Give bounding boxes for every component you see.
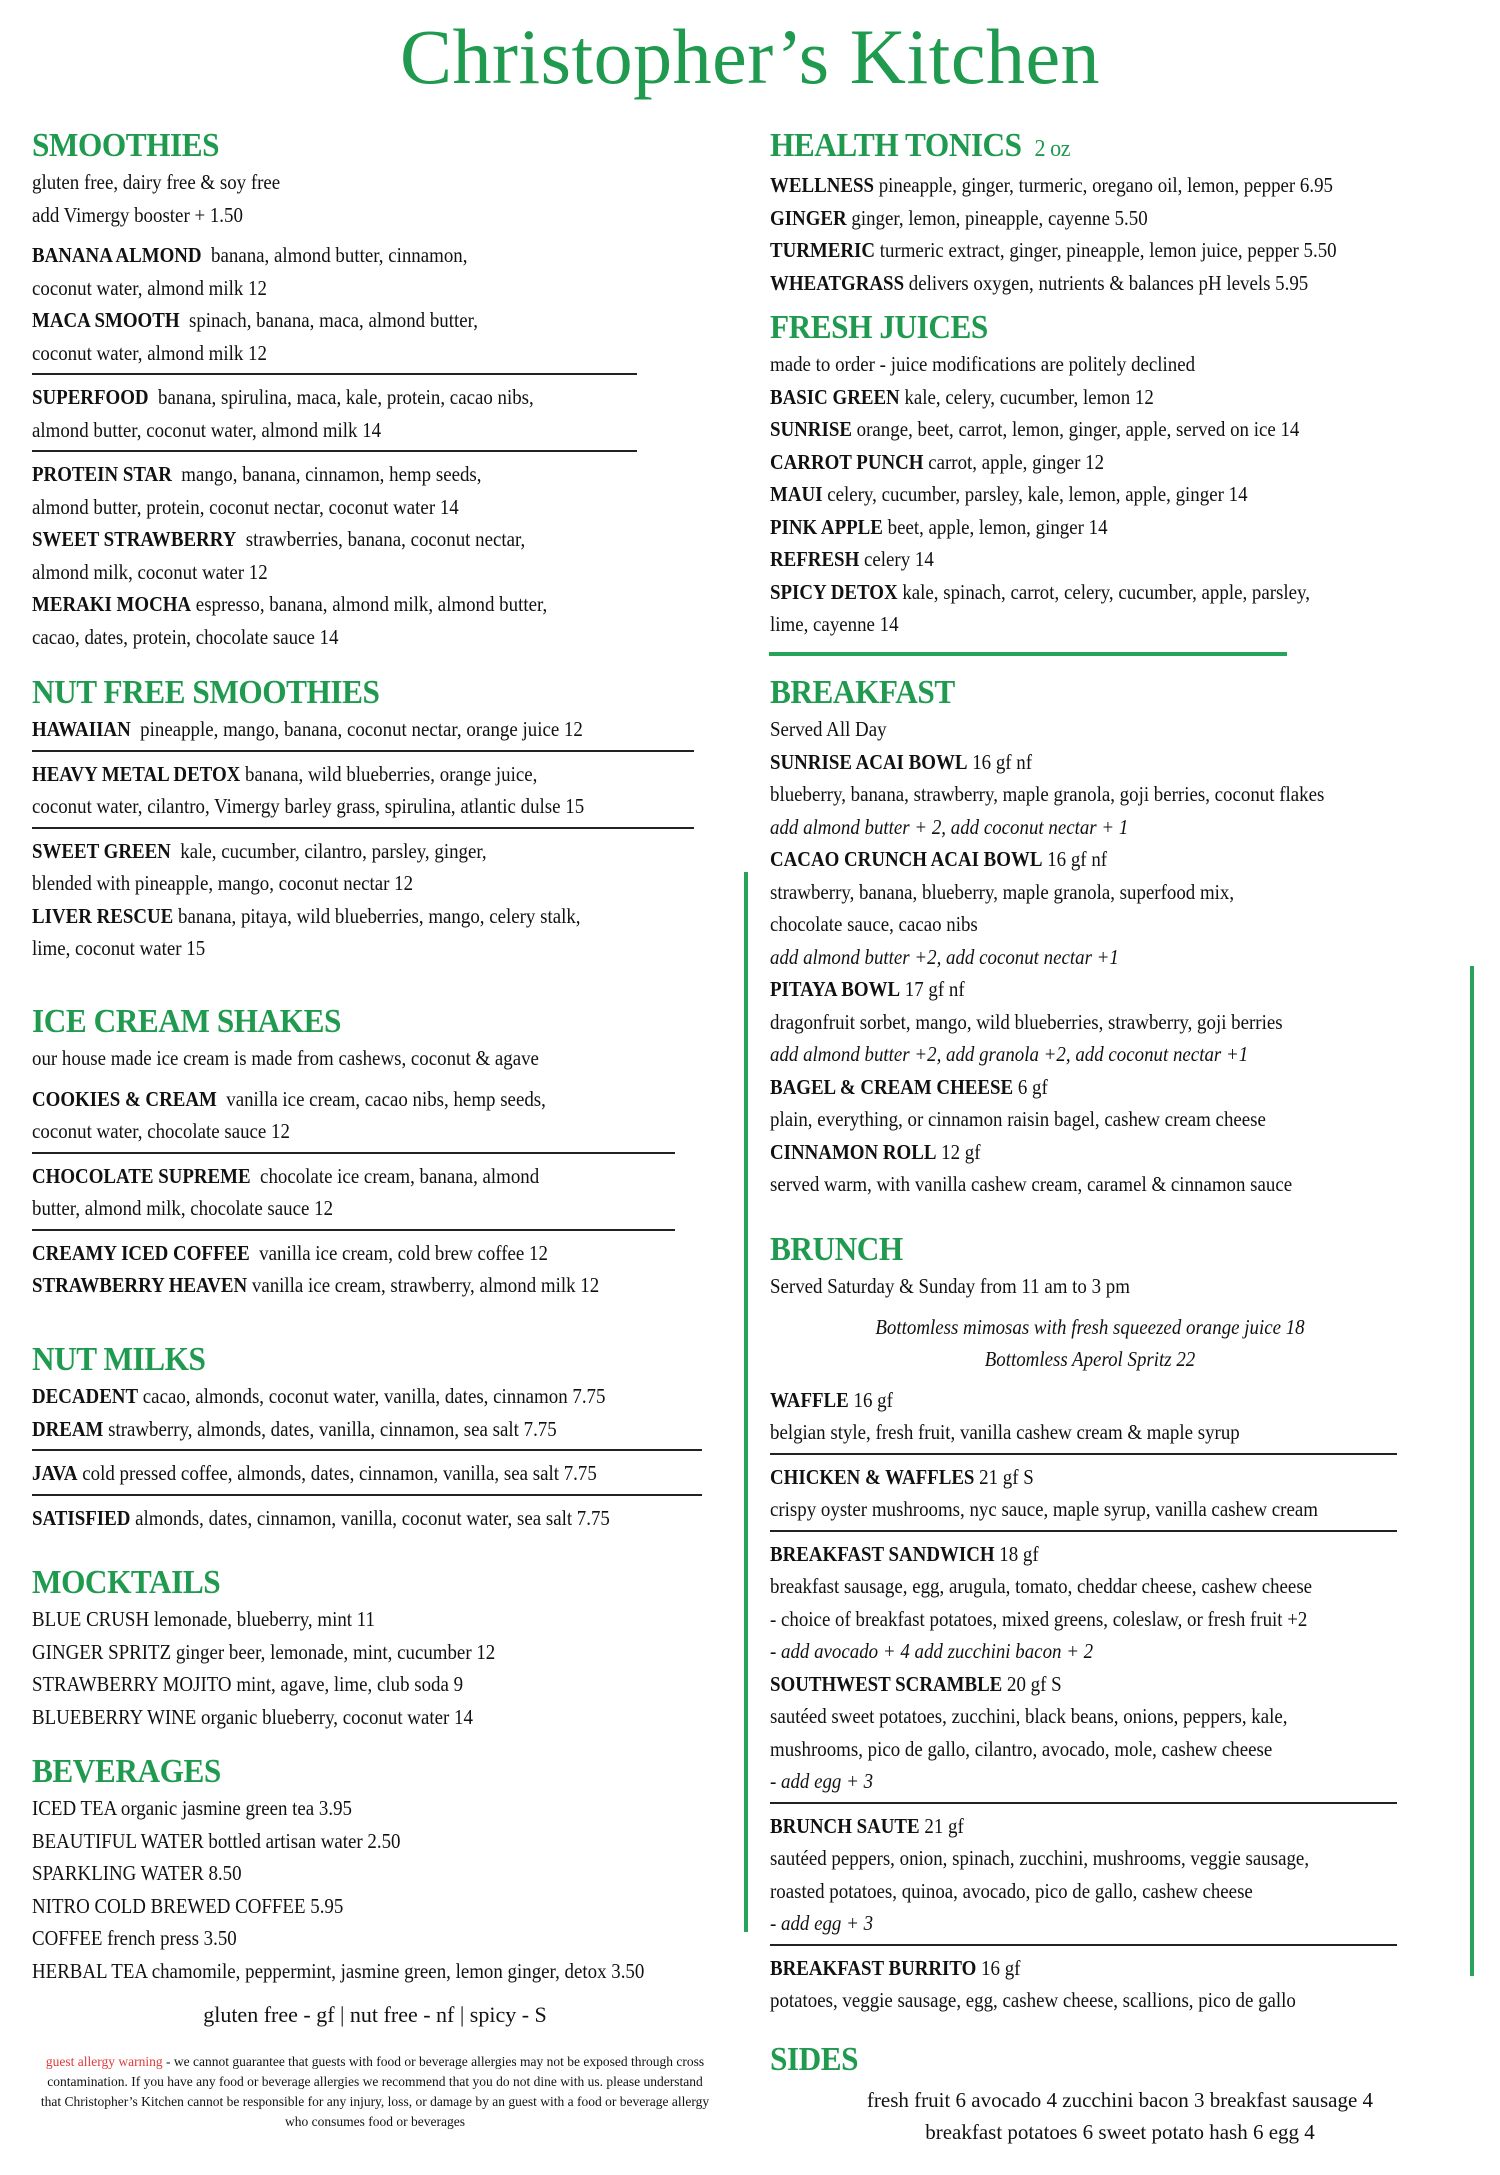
item-name: JAVA <box>32 1461 78 1485</box>
sides-row: breakfast potatoes 6 sweet potato hash 6 egg 4 <box>925 2120 1315 2144</box>
item-addon: - add egg + 3 <box>770 1769 874 1793</box>
divider <box>770 1453 1397 1455</box>
section-beverages <box>32 1752 732 1987</box>
item-desc: celery, cucumber, parsley, kale, lemon, apple, ginger 14 <box>827 482 1248 506</box>
menu-item <box>32 1457 662 1490</box>
menu-item <box>770 843 1470 973</box>
allergy-warning-text: - we cannot guarantee that guests with food or beverage allergies may not be exposed through cross contamination. If you have any food or beverage allergies we recommend that you do not dine with us. please understand that Christopher’s Kitchen cannot be responsible for any injury, loss, or damage by an guest with a food or beverage allergy who consumes food or beverages <box>40 2054 710 2129</box>
item-name: BAGEL & CREAM CHEESE <box>770 1074 1014 1099</box>
item-desc: kale, cucumber, cilantro, parsley, ginger, <box>180 838 487 863</box>
item-desc: butter, almond milk, chocolate sauce 12 <box>32 1196 334 1220</box>
item-name: PITAYA BOWL <box>770 977 901 1001</box>
menu-item <box>770 1136 1470 1201</box>
item-desc: coconut water, almond milk 12 <box>32 275 267 300</box>
item-name: SUPERFOOD <box>32 385 149 409</box>
restaurant-title: Christopher’s Kitchen <box>399 13 1101 100</box>
item-price: 16 gf nf <box>1047 847 1108 871</box>
item-desc: coconut water, cilantro, Vimergy barley grass, spirulina, atlantic dulse 15 <box>32 794 585 818</box>
item-name: SUNRISE <box>770 417 852 441</box>
section-note: Served All Day <box>770 717 887 741</box>
item-desc: banana, almond butter, cinnamon, <box>211 243 468 267</box>
item-desc: banana, wild blueberries, orange juice, <box>245 761 538 786</box>
item-name: BASIC GREEN <box>770 384 900 409</box>
menu-item <box>32 304 732 369</box>
item-name: SOUTHWEST SCRAMBLE <box>770 1671 1003 1696</box>
divider <box>32 1494 702 1496</box>
item-name: BLUE CRUSH <box>32 1607 150 1631</box>
section-note: gluten free, dairy free & soy free <box>32 170 281 194</box>
item-name: STRAWBERRY MOJITO <box>32 1672 232 1696</box>
item-price: 16 gf <box>853 1387 893 1412</box>
item-desc: bottled artisan water 2.50 <box>208 1828 401 1853</box>
item-price: 16 gf nf <box>972 749 1033 774</box>
section-smoothies <box>32 126 732 653</box>
menu-item <box>770 511 1400 544</box>
section-heading: BRUNCH <box>770 1231 903 1268</box>
section-mocktails <box>32 1563 732 1733</box>
item-name: DECADENT <box>32 1384 139 1408</box>
divider <box>32 827 694 829</box>
item-name: CARROT PUNCH <box>770 449 924 474</box>
item-desc: plain, everything, or cinnamon raisin bagel, cashew cream cheese <box>770 1107 1266 1131</box>
menu-item <box>770 973 1470 1071</box>
item-desc: espresso, banana, almond milk, almond butter, <box>195 592 548 616</box>
item-desc: cacao, dates, protein, chocolate sauce 14 <box>32 624 339 649</box>
menu-item <box>32 1083 732 1148</box>
menu-item <box>32 1922 662 1955</box>
item-desc: crispy oyster mushrooms, nyc sauce, maple syrup, vanilla cashew cream <box>770 1497 1318 1521</box>
item-price: 16 gf <box>981 1955 1021 1980</box>
item-desc: kale, spinach, carrot, celery, cucumber, apple, parsley, <box>902 579 1310 604</box>
menu-item <box>32 1857 662 1890</box>
section-heading: FRESH JUICES <box>770 309 988 346</box>
menu-item <box>32 1380 662 1413</box>
item-desc: almond butter, coconut water, almond milk 14 <box>32 417 382 442</box>
item-price: 18 gf <box>999 1541 1039 1566</box>
item-desc: lime, coconut water 15 <box>32 936 206 960</box>
item-desc: 5.95 <box>310 1893 344 1918</box>
item-name: PROTEIN STAR <box>32 462 172 486</box>
brunch-special: Bottomless Aperol Spritz 22 <box>984 1347 1196 1371</box>
item-desc: mango, banana, cinnamon, hemp seeds, <box>181 462 482 486</box>
item-addon: add almond butter +2, add coconut nectar +1 <box>770 944 1119 969</box>
item-name: GINGER SPRITZ <box>32 1639 172 1664</box>
sides-row: fresh fruit 6 avocado 4 zucchini bacon 3 breakfast sausage 4 <box>866 2088 1374 2112</box>
section-sides <box>770 2040 1470 2148</box>
item-desc: pineapple, ginger, turmeric, oregano oil, lemon, pepper 6.95 <box>878 173 1334 197</box>
item-desc: cacao, almonds, coconut water, vanilla, dates, cinnamon 7.75 <box>142 1384 606 1408</box>
item-desc: mushrooms, pico de gallo, cilantro, avocado, mole, cashew cheese <box>770 1736 1273 1761</box>
item-name: BRUNCH SAUTE <box>770 1813 920 1838</box>
item-desc: dragonfruit sorbet, mango, wild blueberries, strawberry, goji berries <box>770 1009 1283 1034</box>
section-heading: HEALTH TONICS <box>770 127 1022 164</box>
item-desc: pineapple, mango, banana, coconut nectar, orange juice 12 <box>140 717 583 741</box>
menu-item <box>32 1825 662 1858</box>
menu-item <box>770 381 1400 414</box>
allergy-warning <box>40 2052 710 2132</box>
divider <box>32 1229 675 1231</box>
item-desc: roasted potatoes, quinoa, avocado, pico de gallo, cashew cheese <box>770 1878 1253 1903</box>
item-desc: carrot, apple, ginger 12 <box>928 449 1105 474</box>
item-desc: organic jasmine green tea 3.95 <box>120 1796 353 1820</box>
item-desc: chamomile, peppermint, jasmine green, lemon ginger, detox 3.50 <box>151 1958 645 1983</box>
menu-item <box>770 267 1400 300</box>
item-name: SWEET GREEN <box>32 838 171 863</box>
item-desc: chocolate ice cream, banana, almond <box>260 1163 540 1188</box>
allergy-warning-label: guest allergy warning <box>45 2054 163 2069</box>
menu-item <box>770 169 1400 202</box>
menu-item <box>32 713 732 746</box>
item-desc: coconut water, chocolate sauce 12 <box>32 1119 290 1143</box>
item-price: 20 gf S <box>1007 1671 1062 1696</box>
brunch-special: Bottomless mimosas with fresh squeezed orange juice 18 <box>875 1314 1305 1339</box>
menu-item <box>32 1668 662 1701</box>
menu-item <box>32 1269 732 1302</box>
item-desc: turmeric extract, ginger, pineapple, lemon juice, pepper 5.50 <box>879 238 1337 262</box>
section-heading: SIDES <box>770 2041 859 2078</box>
item-name: BEAUTIFUL WATER <box>32 1828 204 1853</box>
item-name: CHICKEN & WAFFLES <box>770 1464 975 1489</box>
item-desc: mint, agave, lime, club soda 9 <box>236 1672 464 1696</box>
green-vertical-divider-right <box>1470 966 1474 1976</box>
menu-item <box>32 1701 662 1734</box>
item-price: 21 gf S <box>979 1464 1034 1489</box>
item-name: ICED TEA <box>32 1796 117 1820</box>
item-name: MERAKI MOCHA <box>32 592 192 616</box>
menu-item <box>770 1071 1470 1136</box>
section-heading: NUT MILKS <box>32 1341 206 1378</box>
menu-item <box>770 576 1470 641</box>
item-desc: kale, celery, cucumber, lemon 12 <box>904 384 1154 409</box>
item-addon: - add avocado + 4 add zucchini bacon + 2 <box>770 1639 1094 1663</box>
item-desc: lime, cayenne 14 <box>770 612 899 636</box>
item-desc: coconut water, almond milk 12 <box>32 340 267 365</box>
item-name: WAFFLE <box>770 1387 849 1412</box>
menu-item <box>32 1603 662 1636</box>
menu-item <box>770 234 1400 267</box>
green-vertical-divider-left <box>744 872 748 1932</box>
menu-item <box>32 1160 732 1225</box>
item-name: COFFEE <box>32 1926 103 1950</box>
item-desc: almond milk, coconut water 12 <box>32 559 268 584</box>
section-note: add Vimergy booster + 1.50 <box>32 202 243 227</box>
item-name: SUNRISE ACAI BOWL <box>770 749 968 774</box>
menu-item <box>770 413 1400 446</box>
section-heading: ICE CREAM SHAKES <box>32 1003 341 1040</box>
item-name: BREAKFAST BURRITO <box>770 1955 977 1980</box>
section-note: Served Saturday & Sunday from 11 am to 3 pm <box>770 1274 1130 1298</box>
menu-item <box>770 1668 1470 1798</box>
item-name: DREAM <box>32 1416 104 1441</box>
item-desc: blended with pineapple, mango, coconut nectar 12 <box>32 871 414 895</box>
item-desc: vanilla ice cream, cold brew coffee 12 <box>259 1240 548 1265</box>
item-desc: orange, beet, carrot, lemon, ginger, apple, served on ice 14 <box>856 417 1300 441</box>
item-name: CACAO CRUNCH ACAI BOWL <box>770 847 1043 871</box>
item-desc: chocolate sauce, cacao nibs <box>770 912 978 936</box>
item-name: MAUI <box>770 482 823 506</box>
item-desc: spinach, banana, maca, almond butter, <box>188 308 478 332</box>
item-name: PINK APPLE <box>770 514 883 539</box>
item-desc: - choice of breakfast potatoes, mixed greens, coleslaw, or fresh fruit +2 <box>770 1606 1308 1631</box>
section-heading: BREAKFAST <box>770 674 955 711</box>
item-desc: almond butter, protein, coconut nectar, coconut water 14 <box>32 494 459 519</box>
item-name: HEAVY METAL DETOX <box>32 761 241 786</box>
item-name: CHOCOLATE SUPREME <box>32 1163 251 1188</box>
menu-item <box>32 835 732 900</box>
item-name: HAWAIIAN <box>32 717 131 741</box>
item-desc: ginger, lemon, pineapple, cayenne 5.50 <box>851 205 1148 230</box>
item-desc: sautéed sweet potatoes, zucchini, black beans, onions, peppers, kale, <box>770 1704 1288 1728</box>
item-name: REFRESH <box>770 547 860 571</box>
section-ice-cream-shakes <box>32 1002 732 1302</box>
menu-item <box>770 478 1400 511</box>
section-nut-milks <box>32 1340 732 1534</box>
divider <box>770 1944 1397 1946</box>
item-name: NITRO COLD BREWED COFFEE <box>32 1893 306 1918</box>
section-health-tonics <box>770 126 1470 299</box>
menu-item <box>770 1810 1470 1940</box>
menu-item <box>770 446 1400 479</box>
item-desc: celery 14 <box>863 547 934 571</box>
menu-item <box>32 758 732 823</box>
section-heading: BEVERAGES <box>32 1753 221 1790</box>
menu-item <box>770 1538 1470 1668</box>
item-name: SATISFIED <box>32 1505 131 1530</box>
menu-item <box>770 746 1470 844</box>
item-name: CREAMY ICED COFFEE <box>32 1240 250 1265</box>
section-heading: SMOOTHIES <box>32 127 220 164</box>
item-price: 12 gf <box>941 1139 981 1164</box>
item-desc: ginger beer, lemonade, mint, cucumber 12 <box>175 1639 496 1664</box>
divider <box>32 750 694 752</box>
item-desc: banana, spirulina, maca, kale, protein, cacao nibs, <box>158 385 534 409</box>
item-name: STRAWBERRY HEAVEN <box>32 1273 248 1297</box>
item-desc: almonds, dates, cinnamon, vanilla, coconut water, sea salt 7.75 <box>135 1505 610 1530</box>
menu-item <box>32 1636 662 1669</box>
item-addon: add almond butter +2, add granola +2, add coconut nectar +1 <box>770 1042 1249 1066</box>
item-desc: vanilla ice cream, cacao nibs, hemp seeds, <box>226 1086 546 1111</box>
section-heading: MOCKTAILS <box>32 1564 221 1601</box>
menu-item <box>32 1502 662 1535</box>
divider <box>32 373 637 375</box>
item-name: WHEATGRASS <box>770 270 905 295</box>
item-desc: strawberries, banana, coconut nectar, <box>245 527 526 551</box>
item-name: BLUEBERRY WINE <box>32 1704 197 1729</box>
menu-item <box>770 1461 1470 1526</box>
item-name: BANANA ALMOND <box>32 243 202 267</box>
item-name: COOKIES & CREAM <box>32 1086 217 1111</box>
menu-item <box>770 543 1400 576</box>
menu-item <box>32 588 732 653</box>
item-desc: breakfast sausage, egg, arugula, tomato, cheddar cheese, cashew cheese <box>770 1574 1313 1598</box>
item-name: WELLNESS <box>770 173 875 197</box>
menu-item <box>32 381 732 446</box>
divider <box>32 1152 675 1154</box>
green-horizontal-divider <box>769 652 1287 656</box>
item-desc: belgian style, fresh fruit, vanilla cashew cream & maple syrup <box>770 1420 1240 1444</box>
item-desc: lemonade, blueberry, mint 11 <box>153 1607 375 1631</box>
item-desc: organic blueberry, coconut water 14 <box>201 1704 473 1729</box>
item-name: SWEET STRAWBERRY <box>32 527 237 551</box>
menu-item <box>32 239 732 304</box>
divider <box>32 450 637 452</box>
item-desc: blueberry, banana, strawberry, maple granola, goji berries, coconut flakes <box>770 782 1325 806</box>
item-name: LIVER RESCUE <box>32 903 174 928</box>
item-name: SPICY DETOX <box>770 579 898 604</box>
menu-item <box>32 1792 662 1825</box>
item-name: GINGER <box>770 205 847 230</box>
item-name: TURMERIC <box>770 238 876 262</box>
item-desc: served warm, with vanilla cashew cream, caramel & cinnamon sauce <box>770 1172 1293 1196</box>
section-brunch <box>770 1230 1470 2017</box>
section-heading: NUT FREE SMOOTHIES <box>32 674 380 711</box>
item-name: HERBAL TEA <box>32 1958 147 1983</box>
menu-item <box>32 458 732 523</box>
section-fresh-juices <box>770 308 1470 641</box>
item-addon: add almond butter + 2, add coconut nectar + 1 <box>770 814 1129 839</box>
item-desc: strawberry, banana, blueberry, maple granola, superfood mix, <box>770 879 1235 904</box>
menu-item <box>32 1890 662 1923</box>
item-desc: vanilla ice cream, strawberry, almond milk 12 <box>251 1273 600 1297</box>
divider <box>770 1802 1397 1804</box>
dietary-legend: gluten free - gf | nut free - nf | spicy - S <box>203 2002 547 2027</box>
item-desc: strawberry, almonds, dates, vanilla, cinnamon, sea salt 7.75 <box>108 1416 557 1441</box>
menu-item <box>32 900 732 965</box>
section-nut-free-smoothies <box>32 673 732 965</box>
item-desc: potatoes, veggie sausage, egg, cashew cheese, scallions, pico de gallo <box>770 1988 1296 2012</box>
menu-item <box>32 1413 662 1446</box>
item-desc: sautéed peppers, onion, spinach, zucchini, mushrooms, veggie sausage, <box>770 1846 1310 1870</box>
item-name: MACA SMOOTH <box>32 308 180 332</box>
item-addon: - add egg + 3 <box>770 1911 874 1935</box>
item-desc: french press 3.50 <box>107 1926 237 1950</box>
menu-item <box>770 1384 1470 1449</box>
item-desc: 8.50 <box>208 1861 242 1885</box>
section-note: our house made ice cream is made from cashews, coconut & agave <box>32 1046 539 1070</box>
item-price: 6 gf <box>1017 1074 1048 1099</box>
menu-item <box>770 202 1400 235</box>
item-name: SPARKLING WATER <box>32 1861 204 1885</box>
item-desc: banana, pitaya, wild blueberries, mango, celery stalk, <box>177 903 581 928</box>
item-desc: beet, apple, lemon, ginger 14 <box>887 514 1108 539</box>
item-name: CINNAMON ROLL <box>770 1139 937 1164</box>
divider <box>770 1530 1397 1532</box>
item-price: 17 gf nf <box>904 977 965 1001</box>
divider <box>32 1449 702 1451</box>
item-name: BREAKFAST SANDWICH <box>770 1541 995 1566</box>
section-breakfast <box>770 673 1470 1201</box>
section-note: made to order - juice modifications are politely declined <box>770 352 1196 376</box>
item-desc: delivers oxygen, nutrients & balances pH levels 5.95 <box>908 270 1309 295</box>
section-subheading: 2 oz <box>1034 136 1071 162</box>
menu-item <box>32 1237 732 1270</box>
menu-item <box>32 523 732 588</box>
menu-item <box>32 1955 662 1988</box>
menu-item <box>770 1952 1470 2017</box>
item-price: 21 gf <box>924 1813 964 1838</box>
item-desc: cold pressed coffee, almonds, dates, cinnamon, vanilla, sea salt 7.75 <box>82 1461 597 1485</box>
